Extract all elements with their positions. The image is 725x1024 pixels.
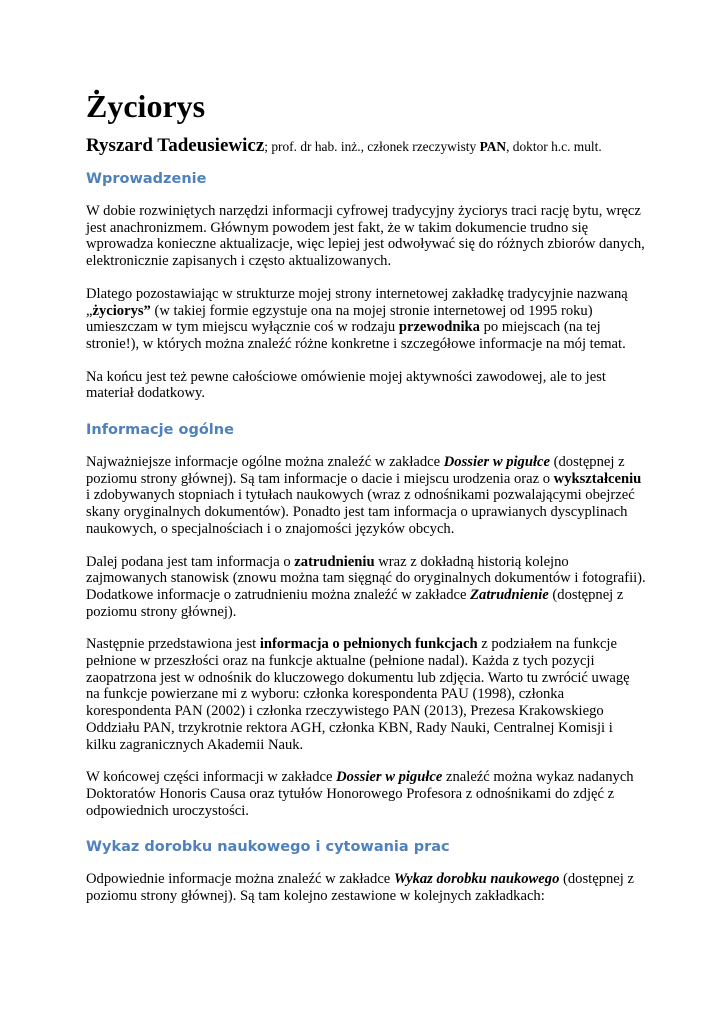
bold-italic-text: Zatrudnienie (470, 586, 549, 603)
bold-italic-text: Dossier w pigułce (443, 454, 550, 471)
bold-italic-text: Dossier w pigułce (336, 769, 443, 786)
text-run: znaleźć można wykaz nadanych Doktoratów Honoris Causa oraz tytułów Honorowego Profesora z odnośnikami do zdjęć z odpowiednich uroczystości. (86, 769, 634, 819)
text-run: wraz z dokładną historią kolejno zajmowanych stanowisk (znowu można tam sięgnąć do oryginalnych dokumentów i fotografii). Dodatkowe informacje o zatrudnieniu można znaleźć w zakładce (86, 553, 646, 603)
document-body (86, 169, 646, 905)
bold-italic-text: Wykaz dorobku naukowego (393, 871, 560, 888)
text-run: W końcowej części informacji w zakładce (86, 769, 337, 786)
paragraph (86, 636, 646, 753)
author-titles-pre: ; prof. dr hab. inż., członek rzeczywisty (264, 139, 480, 154)
document-content (86, 86, 646, 905)
bold-text: życiorys” (92, 302, 151, 319)
paragraph (86, 871, 646, 904)
text-run: Na końcu jest też pewne całościowe omówienie mojej aktywności zawodowej, ale to jest materiał dodatkowy. (86, 368, 606, 402)
paragraph (86, 769, 646, 819)
text-run: W dobie rozwiniętych narzędzi informacji cyfrowej tradycyjny życiorys traci rację bytu, wręcz jest anachronizmem. Głównym powodem jest fakt, że w takim dokumencie trudno się wprowadza konieczne aktualizacje, więc lepiej jest odwoływać się do różnych zbiorów danych, elektronicznie zapisanych i często aktualizowanych. (86, 203, 645, 270)
text-run: (dostępnej z poziomu strony głównej). (86, 586, 624, 620)
paragraph (86, 286, 646, 353)
author-line (86, 136, 646, 157)
text-run: (dostępnej z poziomu strony głównej). Są tam informacje o dacie i miejscu urodzenia oraz o (86, 454, 625, 487)
text-run: Odpowiednie informacje można znaleźć w zakładce (86, 871, 394, 888)
paragraph (86, 203, 646, 270)
bold-text: zatrudnieniu (294, 553, 375, 570)
text-run: (w takiej formie egzystuje ona na mojej stronie internetowej od 1995 roku) umieszczam w tym miejscu wyłącznie coś w rodzaju (86, 302, 593, 336)
document-title: Życiorys (86, 88, 206, 124)
text-run: Dalej podana jest tam informacja o (86, 553, 295, 570)
text-run: Następnie przedstawiona jest (86, 636, 260, 653)
bold-text: wykształceniu (553, 470, 642, 487)
text-run: po miejscach (na tej stronie!), w których można znaleźć różne konkretne i szczegółowe informacje na mój temat. (86, 319, 626, 352)
text-run: z podziałem na funkcje pełnione w przeszłości oraz na funkcje aktualne (pełnione nadal). Każda z tych pozycji zaopatrzona jest w odnośnik do kluczowego dokumentu lub zdjęcia. Warto tu zwrócić uwagę na funkcje powierzane mi z wyboru: członka korespondenta PAU (1998), członka korespondenta PAN (2002) i członka rzeczywistego PAN (2013), Prezesa Krakowskiego Oddziału PAN, trzykrotnie rektora AGH, członka KBN, Rady Nauki, Centralnej Komisji i kilku zagranicznych Akademii Nauk. (86, 636, 630, 753)
section-heading: Wprowadzenie (86, 171, 207, 187)
text-run: Dlatego pozostawiając w strukturze mojej strony internetowej zakładkę tradycyjnie nazwaną „ (86, 285, 628, 319)
paragraph (86, 454, 646, 538)
text-run: (dostępnej z poziomu strony głównej). Są tam kolejno zestawione w kolejnych zakładkach: (86, 871, 634, 905)
section-heading: Informacje ogólne (86, 422, 234, 439)
text-run: Najważniejsze informacje ogólne można znaleźć w zakładce (86, 454, 444, 471)
bold-text: przewodnika (398, 319, 480, 336)
author-titles-post: , doktor h.c. mult. (506, 139, 602, 154)
section-heading: Wykaz dorobku naukowego i cytowania prac (86, 839, 450, 856)
bold-text: informacja o pełnionych funkcjach (259, 636, 478, 653)
author-pan: PAN (479, 139, 507, 154)
author-name: Ryszard Tadeusiewicz (86, 135, 265, 156)
text-run: i zdobywanych stopniach i tytułach naukowych (wraz z odnośnikami pozwalającymi obejrzeć skany oryginalnych dokumentów). Ponadto jest tam informacja o uprawianych dyscyplinach naukowych, o specjalnościach i o znajomości języków obcych. (86, 487, 635, 537)
paragraph (86, 554, 646, 621)
paragraph (86, 369, 646, 402)
